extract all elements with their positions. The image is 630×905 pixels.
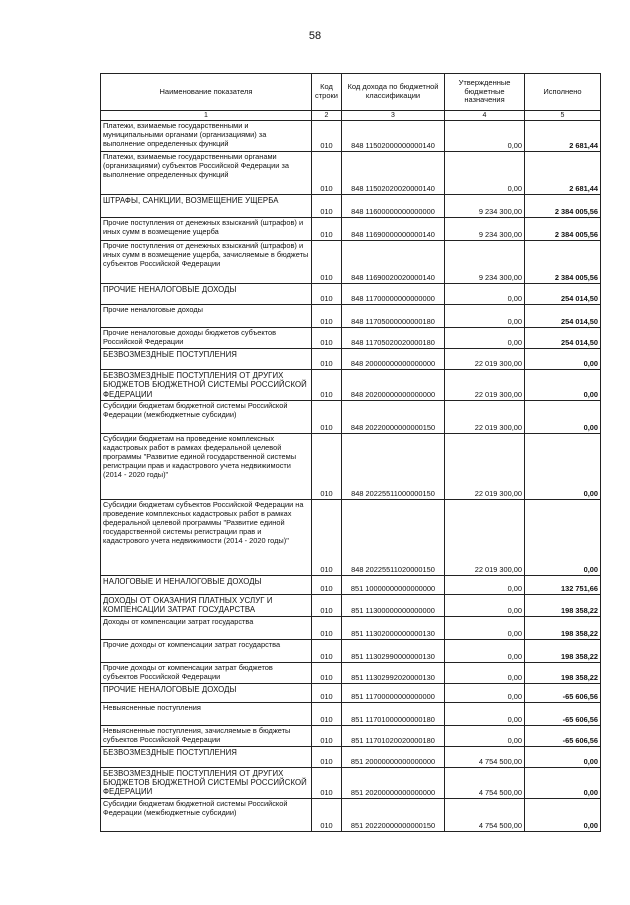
executed-amount: 254 014,50 bbox=[525, 328, 601, 349]
income-code: 851 20200000000000000 bbox=[342, 767, 445, 798]
row-name: ШТРАФЫ, САНКЦИИ, ВОЗМЕЩЕНИЕ УЩЕРБА bbox=[101, 195, 312, 218]
approved-amount: 0,00 bbox=[445, 576, 525, 595]
executed-amount: 0,00 bbox=[525, 401, 601, 434]
executed-amount: 132 751,66 bbox=[525, 576, 601, 595]
income-code: 848 11690000000000140 bbox=[342, 218, 445, 241]
row-code: 010 bbox=[312, 767, 342, 798]
column-number: 1 bbox=[101, 111, 312, 121]
row-code: 010 bbox=[312, 798, 342, 831]
income-code: 848 20225511000000150 bbox=[342, 434, 445, 500]
approved-amount: 4 754 500,00 bbox=[445, 798, 525, 831]
row-code: 010 bbox=[312, 662, 342, 683]
row-name: Прочие неналоговые доходы бюджетов субъектов Российской Федерации bbox=[101, 328, 312, 349]
row-name: Платежи, взимаемые государственными и муниципальными органами (организациями) за выполнение определенных функций bbox=[101, 121, 312, 152]
approved-amount: 22 019 300,00 bbox=[445, 434, 525, 500]
row-code: 010 bbox=[312, 284, 342, 305]
table-row bbox=[101, 401, 601, 434]
approved-amount: 4 754 500,00 bbox=[445, 746, 525, 767]
row-name: Невыясненные поступления, зачисляемые в бюджеты субъектов Российской Федерации bbox=[101, 725, 312, 746]
row-name: НАЛОГОВЫЕ И НЕНАЛОГОВЫЕ ДОХОДЫ bbox=[101, 576, 312, 595]
table-row bbox=[101, 305, 601, 328]
table-row bbox=[101, 639, 601, 662]
approved-amount: 0,00 bbox=[445, 152, 525, 195]
row-name: ПРОЧИЕ НЕНАЛОГОВЫЕ ДОХОДЫ bbox=[101, 284, 312, 305]
executed-amount: 0,00 bbox=[525, 798, 601, 831]
row-name: Субсидии бюджетам бюджетной системы Российской Федерации (межбюджетные субсидии) bbox=[101, 401, 312, 434]
row-code: 010 bbox=[312, 401, 342, 434]
executed-amount: 198 358,22 bbox=[525, 616, 601, 639]
column-number: 2 bbox=[312, 111, 342, 121]
approved-amount: 9 234 300,00 bbox=[445, 241, 525, 284]
executed-amount: 2 681,44 bbox=[525, 152, 601, 195]
executed-amount: 254 014,50 bbox=[525, 284, 601, 305]
row-name: Платежи, взимаемые государственными органами (организациями) субъектов Российской Федерации за выполнение определенных функций bbox=[101, 152, 312, 195]
row-code: 010 bbox=[312, 683, 342, 702]
row-code: 010 bbox=[312, 500, 342, 576]
approved-amount: 22 019 300,00 bbox=[445, 401, 525, 434]
executed-amount: 0,00 bbox=[525, 500, 601, 576]
executed-amount: 198 358,22 bbox=[525, 595, 601, 617]
table-body bbox=[101, 121, 601, 832]
row-code: 010 bbox=[312, 370, 342, 401]
income-code: 848 11705020020000180 bbox=[342, 328, 445, 349]
page-number: 58 bbox=[308, 30, 322, 42]
approved-amount: 0,00 bbox=[445, 305, 525, 328]
income-code: 848 20225511020000150 bbox=[342, 500, 445, 576]
row-code: 010 bbox=[312, 241, 342, 284]
income-code: 851 20220000000000150 bbox=[342, 798, 445, 831]
header-executed: Исполнено bbox=[525, 74, 601, 111]
executed-amount: -65 606,56 bbox=[525, 683, 601, 702]
row-name: Прочие неналоговые доходы bbox=[101, 305, 312, 328]
table-row bbox=[101, 241, 601, 284]
row-code: 010 bbox=[312, 152, 342, 195]
row-code: 010 bbox=[312, 349, 342, 370]
row-code: 010 bbox=[312, 616, 342, 639]
table-row bbox=[101, 576, 601, 595]
row-name: БЕЗВОЗМЕЗДНЫЕ ПОСТУПЛЕНИЯ bbox=[101, 746, 312, 767]
executed-amount: 254 014,50 bbox=[525, 305, 601, 328]
row-name: Субсидии бюджетам субъектов Российской Федерации на проведение комплексных кадастровых работ в рамках федеральной целевой программы "Развитие единой государственной системы регистрации прав и кадастрового учета недвижимости (2014 - 2020 годы)" bbox=[101, 500, 312, 576]
table-row bbox=[101, 798, 601, 831]
approved-amount: 0,00 bbox=[445, 662, 525, 683]
table-row bbox=[101, 328, 601, 349]
row-name: Прочие доходы от компенсации затрат бюджетов субъектов Российской Федерации bbox=[101, 662, 312, 683]
executed-amount: 2 384 005,56 bbox=[525, 218, 601, 241]
approved-amount: 22 019 300,00 bbox=[445, 500, 525, 576]
income-code: 851 11302992020000130 bbox=[342, 662, 445, 683]
executed-amount: 198 358,22 bbox=[525, 662, 601, 683]
header-approved: Утвержденные бюджетные назначения bbox=[445, 74, 525, 111]
income-code: 851 11701020020000180 bbox=[342, 725, 445, 746]
approved-amount: 0,00 bbox=[445, 683, 525, 702]
table-row bbox=[101, 662, 601, 683]
executed-amount: -65 606,56 bbox=[525, 702, 601, 725]
table-row bbox=[101, 725, 601, 746]
executed-amount: 0,00 bbox=[525, 746, 601, 767]
row-name: Субсидии бюджетам бюджетной системы Российской Федерации (межбюджетные субсидии) bbox=[101, 798, 312, 831]
row-code: 010 bbox=[312, 595, 342, 617]
executed-amount: 0,00 bbox=[525, 349, 601, 370]
approved-amount: 9 234 300,00 bbox=[445, 195, 525, 218]
row-name: Прочие поступления от денежных взысканий (штрафов) и иных сумм в возмещение ущерба bbox=[101, 218, 312, 241]
approved-amount: 0,00 bbox=[445, 616, 525, 639]
table-row bbox=[101, 767, 601, 798]
table-row bbox=[101, 434, 601, 500]
income-code: 848 20220000000000150 bbox=[342, 401, 445, 434]
table-row bbox=[101, 500, 601, 576]
row-name: БЕЗВОЗМЕЗДНЫЕ ПОСТУПЛЕНИЯ bbox=[101, 349, 312, 370]
row-name: БЕЗВОЗМЕЗДНЫЕ ПОСТУПЛЕНИЯ ОТ ДРУГИХ БЮДЖЕТОВ БЮДЖЕТНОЙ СИСТЕМЫ РОССИЙСКОЙ ФЕДЕРАЦИИ bbox=[101, 767, 312, 798]
table-row bbox=[101, 349, 601, 370]
executed-amount: 2 681,44 bbox=[525, 121, 601, 152]
income-code: 851 20000000000000000 bbox=[342, 746, 445, 767]
income-code: 851 11302000000000130 bbox=[342, 616, 445, 639]
row-code: 010 bbox=[312, 434, 342, 500]
approved-amount: 0,00 bbox=[445, 595, 525, 617]
table-header-row bbox=[101, 74, 601, 111]
table-row bbox=[101, 616, 601, 639]
row-code: 010 bbox=[312, 218, 342, 241]
table-row bbox=[101, 218, 601, 241]
row-code: 010 bbox=[312, 576, 342, 595]
income-code: 851 11701000000000180 bbox=[342, 702, 445, 725]
column-number-row bbox=[101, 111, 601, 121]
column-number: 3 bbox=[342, 111, 445, 121]
row-code: 010 bbox=[312, 746, 342, 767]
income-code: 848 11502000000000140 bbox=[342, 121, 445, 152]
approved-amount: 0,00 bbox=[445, 725, 525, 746]
header-income-code: Код дохода по бюджетной классификации bbox=[342, 74, 445, 111]
executed-amount: 0,00 bbox=[525, 434, 601, 500]
executed-amount: 2 384 005,56 bbox=[525, 241, 601, 284]
approved-amount: 22 019 300,00 bbox=[445, 349, 525, 370]
executed-amount: 198 358,22 bbox=[525, 639, 601, 662]
header-name: Наименование показателя bbox=[101, 74, 312, 111]
approved-amount: 0,00 bbox=[445, 284, 525, 305]
row-name: Невыясненные поступления bbox=[101, 702, 312, 725]
executed-amount: 0,00 bbox=[525, 370, 601, 401]
row-name: БЕЗВОЗМЕЗДНЫЕ ПОСТУПЛЕНИЯ ОТ ДРУГИХ БЮДЖЕТОВ БЮДЖЕТНОЙ СИСТЕМЫ РОССИЙСКОЙ ФЕДЕРАЦИИ bbox=[101, 370, 312, 401]
approved-amount: 4 754 500,00 bbox=[445, 767, 525, 798]
table-row bbox=[101, 595, 601, 617]
table-row bbox=[101, 152, 601, 195]
income-code: 851 10000000000000000 bbox=[342, 576, 445, 595]
budget-execution-table bbox=[100, 73, 601, 832]
income-code: 848 20200000000000000 bbox=[342, 370, 445, 401]
row-name: Субсидии бюджетам на проведение комплексных кадастровых работ в рамках федеральной целевой программы "Развитие единой государственной системы регистрации прав и кадастрового учета недвижимости (2014 - 2020 годы)" bbox=[101, 434, 312, 500]
row-name: ДОХОДЫ ОТ ОКАЗАНИЯ ПЛАТНЫХ УСЛУГ И КОМПЕНСАЦИИ ЗАТРАТ ГОСУДАРСТВА bbox=[101, 595, 312, 617]
row-code: 010 bbox=[312, 121, 342, 152]
income-code: 848 20000000000000000 bbox=[342, 349, 445, 370]
row-name: Прочие доходы от компенсации затрат государства bbox=[101, 639, 312, 662]
executed-amount: -65 606,56 bbox=[525, 725, 601, 746]
income-code: 848 11690020020000140 bbox=[342, 241, 445, 284]
income-code: 848 11600000000000000 bbox=[342, 195, 445, 218]
row-name: ПРОЧИЕ НЕНАЛОГОВЫЕ ДОХОДЫ bbox=[101, 683, 312, 702]
row-code: 010 bbox=[312, 702, 342, 725]
header-row-code: Код строки bbox=[312, 74, 342, 111]
row-code: 010 bbox=[312, 328, 342, 349]
table-row bbox=[101, 370, 601, 401]
table-row bbox=[101, 195, 601, 218]
table-row bbox=[101, 284, 601, 305]
row-name: Прочие поступления от денежных взысканий (штрафов) и иных сумм в возмещение ущерба, зачисляемые в бюджеты субъектов Российской Федерации bbox=[101, 241, 312, 284]
table-row bbox=[101, 121, 601, 152]
approved-amount: 0,00 bbox=[445, 121, 525, 152]
income-code: 851 11300000000000000 bbox=[342, 595, 445, 617]
approved-amount: 0,00 bbox=[445, 639, 525, 662]
row-code: 010 bbox=[312, 195, 342, 218]
income-code: 851 11700000000000000 bbox=[342, 683, 445, 702]
approved-amount: 9 234 300,00 bbox=[445, 218, 525, 241]
executed-amount: 2 384 005,56 bbox=[525, 195, 601, 218]
income-code: 848 11700000000000000 bbox=[342, 284, 445, 305]
row-code: 010 bbox=[312, 305, 342, 328]
row-code: 010 bbox=[312, 725, 342, 746]
income-code: 848 11502020020000140 bbox=[342, 152, 445, 195]
income-code: 851 11302990000000130 bbox=[342, 639, 445, 662]
column-number: 4 bbox=[445, 111, 525, 121]
table-row bbox=[101, 746, 601, 767]
table-row bbox=[101, 702, 601, 725]
table-row bbox=[101, 683, 601, 702]
row-name: Доходы от компенсации затрат государства bbox=[101, 616, 312, 639]
column-number: 5 bbox=[525, 111, 601, 121]
approved-amount: 0,00 bbox=[445, 702, 525, 725]
row-code: 010 bbox=[312, 639, 342, 662]
approved-amount: 0,00 bbox=[445, 328, 525, 349]
approved-amount: 22 019 300,00 bbox=[445, 370, 525, 401]
income-code: 848 11705000000000180 bbox=[342, 305, 445, 328]
executed-amount: 0,00 bbox=[525, 767, 601, 798]
